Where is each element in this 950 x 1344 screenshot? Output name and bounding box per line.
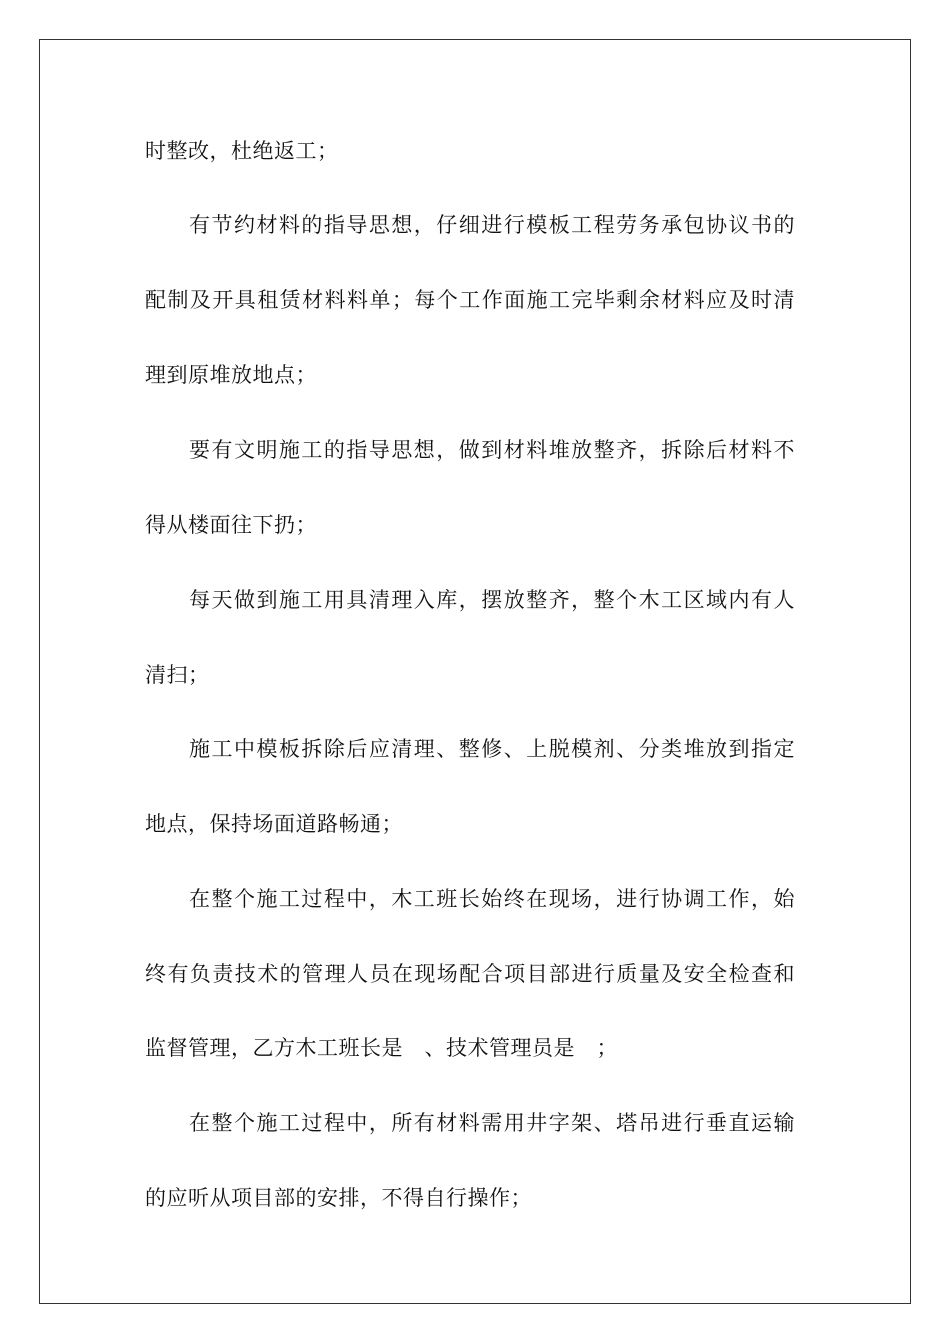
paragraph-first-line: 在整个施工过程中，木工班长始终在现场，进行协调工作，始 xyxy=(189,887,795,911)
paragraph-first-line: 施工中模板拆除后应清理、整修、上脱模剂、分类堆放到指定 xyxy=(189,737,795,761)
paragraph-first-line: 每天做到施工用具清理入库，摆放整齐，整个木工区域内有人 xyxy=(189,588,795,612)
paragraph-first-line: 要有文明施工的指导思想，做到材料堆放整齐，拆除后材料不 xyxy=(189,438,795,462)
text-line: 配制及开具租赁材料料单；每个工作面施工完毕剩余材料应及时清 xyxy=(145,288,795,312)
paragraph-first-line: 有节约材料的指导思想，仔细进行模板工程劳务承包协议书的 xyxy=(189,213,795,237)
text-line: 理到原堆放地点； xyxy=(145,363,317,387)
text-line: 地点，保持场面道路畅通； xyxy=(145,812,403,836)
text-line: 得从楼面往下扔； xyxy=(145,513,317,537)
text-line: 监督管理，乙方木工班长是 、技术管理员是 ； xyxy=(145,1036,618,1060)
paragraph-first-line: 在整个施工过程中，所有材料需用井字架、塔吊进行垂直运输 xyxy=(189,1111,795,1135)
text-line: 终有负责技术的管理人员在现场配合项目部进行质量及安全检查和 xyxy=(145,962,795,986)
text-line: 清扫； xyxy=(145,663,210,687)
text-line: 时整改，杜绝返工； xyxy=(145,139,339,163)
text-line: 的应听从项目部的安排，不得自行操作； xyxy=(145,1186,532,1210)
